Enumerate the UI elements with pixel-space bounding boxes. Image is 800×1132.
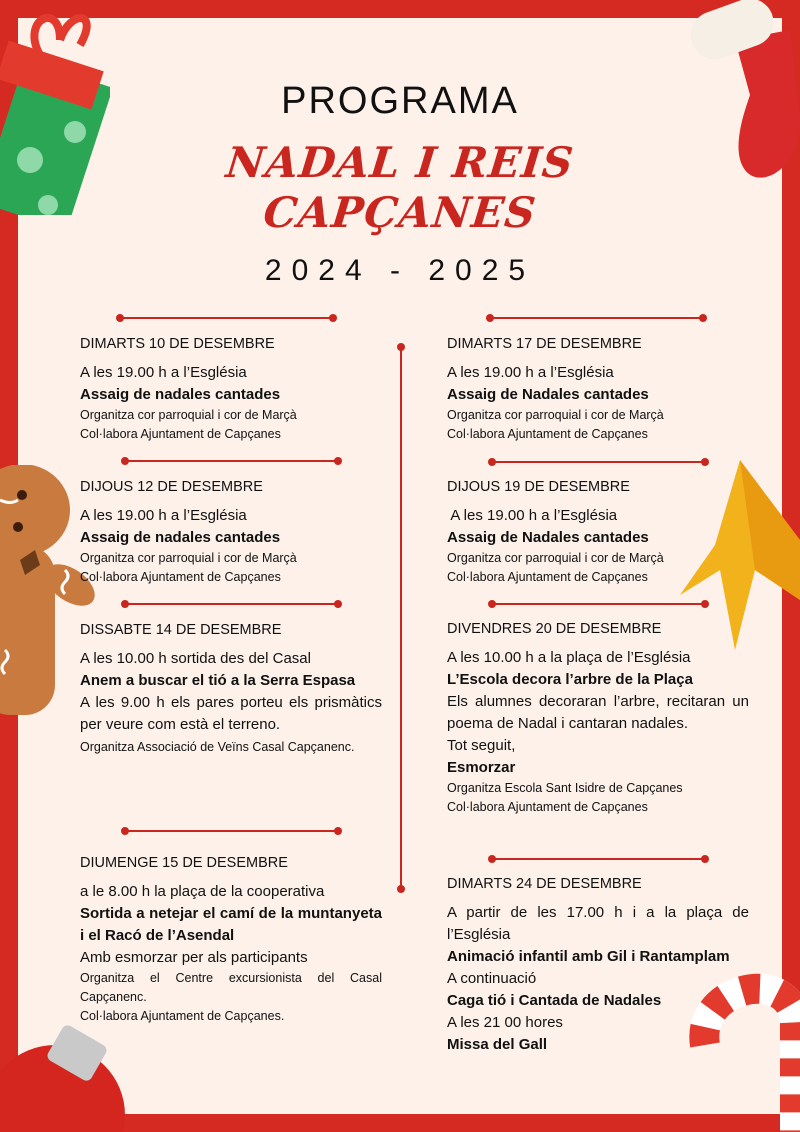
event-time: A les 10.00 h sortida des del Casal xyxy=(80,650,311,667)
divider xyxy=(492,461,705,463)
years-label: 2024 - 2025 xyxy=(264,254,536,287)
event-note: Els alumnes decoraran l’arbre, recitaran un poema de Nadal i cantaran nadales. xyxy=(447,693,749,732)
event-day: DIJOUS 12 DE DESEMBRE xyxy=(80,479,263,495)
event-note-2: A les 21 00 hores xyxy=(447,1014,563,1031)
divider xyxy=(490,317,703,319)
event-activity: L’Escola decora l’arbre de la Plaça xyxy=(447,671,693,688)
event-day: DIMARTS 24 DE DESEMBRE xyxy=(447,876,642,892)
event-organizer: Organitza cor parroquial i cor de Marçà xyxy=(80,551,297,565)
event-day: DIVENDRES 20 DE DESEMBRE xyxy=(447,621,662,637)
event-note: A continuació xyxy=(447,970,537,987)
event-block xyxy=(80,479,382,587)
divider xyxy=(125,603,338,605)
event-block xyxy=(447,336,749,444)
event-activity-3: Missa del Gall xyxy=(447,1036,548,1053)
event-activity-2: Caga tió i Cantada de Nadales xyxy=(447,992,662,1009)
page-title: PROGRAMA xyxy=(281,80,519,122)
event-activity: Assaig de Nadales cantades xyxy=(447,386,649,403)
event-day: DIJOUS 19 DE DESEMBRE xyxy=(447,479,630,495)
event-block xyxy=(80,336,382,444)
event-collaborator: Col·labora Ajuntament de Capçanes xyxy=(447,800,648,814)
event-time: A les 19.00 h a l’Església xyxy=(80,507,247,524)
event-day: DIMARTS 10 DE DESEMBRE xyxy=(80,336,275,352)
event-note: A les 9.00 h els pares porteu els prismàtics per veure com està el terreno. xyxy=(80,694,382,733)
event-block xyxy=(447,876,749,1056)
event-collaborator: Col·labora Ajuntament de Capçanes xyxy=(80,570,281,584)
event-collaborator: Col·labora Ajuntament de Capçanes xyxy=(447,570,648,584)
divider xyxy=(125,830,338,832)
divider xyxy=(492,603,705,605)
event-activity: Anem a buscar el tió a la Serra Espasa xyxy=(80,672,356,689)
event-collaborator: Col·labora Ajuntament de Capçanes xyxy=(447,427,648,441)
event-collaborator: Col·labora Ajuntament de Capçanes xyxy=(80,427,281,441)
event-activity: Animació infantil amb Gil i Rantamplam xyxy=(447,948,730,965)
event-day: DIMARTS 17 DE DESEMBRE xyxy=(447,336,642,352)
event-activity: Sortida a netejar el camí de la muntanyeta i el Racó de l’Asendal xyxy=(80,905,382,944)
event-block xyxy=(80,622,382,757)
event-time: a le 8.00 h la plaça de la cooperativa xyxy=(80,883,325,900)
event-time: A les 19.00 h a l’Església xyxy=(447,364,614,381)
vertical-divider xyxy=(400,347,402,889)
event-activity: Assaig de nadales cantades xyxy=(80,386,281,403)
event-block xyxy=(447,479,749,587)
divider xyxy=(492,858,705,860)
event-block xyxy=(80,855,382,1026)
event-time: A partir de les 17.00 h i a la plaça de l’Església xyxy=(447,904,749,943)
event-time: A les 19.00 h a l’Església xyxy=(80,364,247,381)
event-time: A les 19.00 h a l’Església xyxy=(447,507,618,524)
event-note: Amb esmorzar per als participants xyxy=(80,949,308,966)
event-day: DIUMENGE 15 DE DESEMBRE xyxy=(80,855,288,871)
event-organizer: Organitza cor parroquial i cor de Marçà xyxy=(447,551,664,565)
event-activity: Assaig de Nadales cantades xyxy=(447,529,649,546)
event-organizer: Organitza Associació de Veïns Casal Capçanenc. xyxy=(80,740,355,754)
divider xyxy=(120,317,333,319)
christmas-ornament-icon xyxy=(0,1015,125,1132)
event-activity-2: Esmorzar xyxy=(447,759,516,776)
event-organizer: Organitza Escola Sant Isidre de Capçanes xyxy=(447,781,683,795)
event-time: A les 10.00 h a la plaça de l’Església xyxy=(447,649,691,666)
event-block xyxy=(447,621,749,817)
event-activity: Assaig de nadales cantades xyxy=(80,529,281,546)
event-note-2: Tot seguit, xyxy=(447,737,516,754)
event-collaborator: Col·labora Ajuntament de Capçanes. xyxy=(80,1009,285,1023)
event-organizer: Organitza el Centre excursionista del Casal Capçanenc. xyxy=(80,971,382,1004)
event-organizer: Organitza cor parroquial i cor de Marçà xyxy=(80,408,297,422)
event-day: DISSABTE 14 DE DESEMBRE xyxy=(80,622,282,638)
divider xyxy=(125,460,338,462)
event-organizer: Organitza cor parroquial i cor de Marçà xyxy=(447,408,664,422)
subtitle-line1: NADAL I REIS xyxy=(223,138,577,187)
subtitle-line2: CAPÇANES xyxy=(261,188,539,237)
